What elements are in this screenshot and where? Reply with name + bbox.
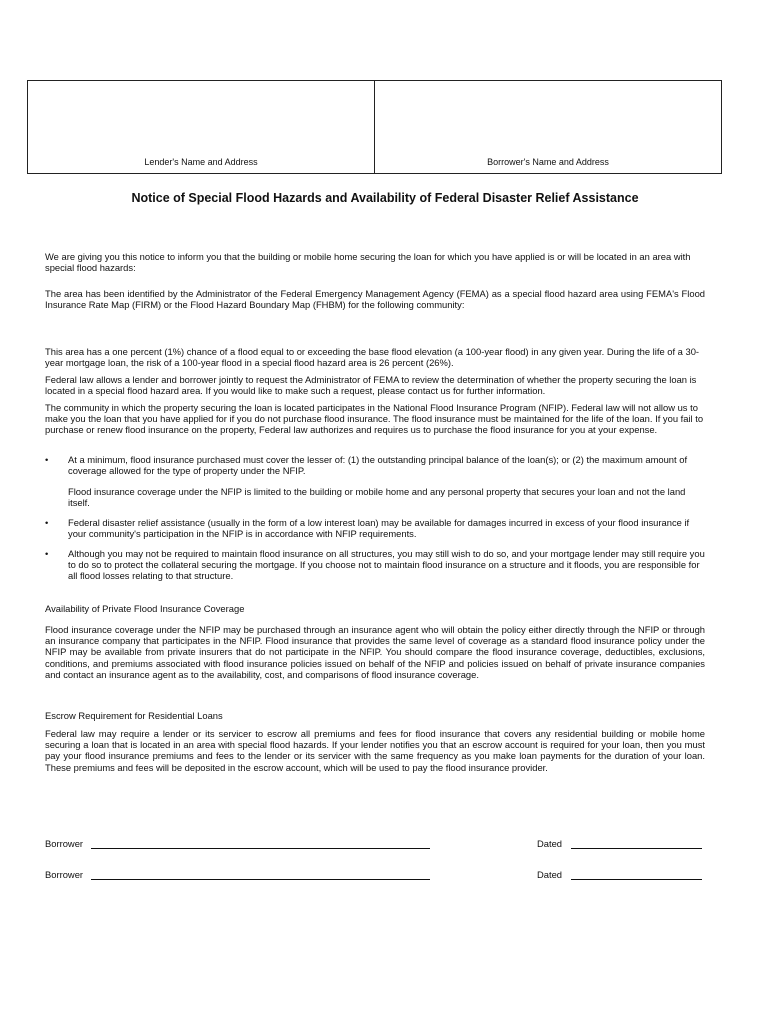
borrower-signature-label: Borrower	[45, 838, 84, 849]
chance-paragraph	[45, 346, 705, 368]
federal-law-paragraph	[45, 374, 705, 396]
private-coverage-heading: Availability of Private Flood Insurance Coverage	[45, 603, 245, 614]
community-text: The community in which the property securing the loan is located participates in the National Flood Insurance Program (NFIP). Federal law will not allow us to make you the loan that you have applied for if you do not purchase flood insurance. The flood insurance must be maintained for the life of the loan. If you fail to purchase or renew flood insurance on the property, Federal law authorizes and requires us to purchase the flood insurance for you at your expense.	[45, 402, 704, 436]
bullet-minimum-text: At a minimum, flood insurance purchased must cover the lesser of: (1) the outstanding principal balance of the loan(s); or (2) the maximum amount of coverage allowed for the type of property under the NFIP.	[68, 454, 688, 477]
bullet-relief	[45, 517, 705, 541]
address-box	[27, 80, 722, 174]
bullet-minimum-sub-text: Flood insurance coverage under the NFIP is limited to the building or mobile home and any personal property that secures your loan and not the land itself.	[68, 486, 686, 509]
dated-label: Dated	[537, 838, 563, 849]
borrower-address-field[interactable]	[375, 81, 721, 173]
bullet-optional-text: Although you may not be required to maintain flood insurance on all structures, you may still wish to do so, and your mortgage lender may still require you to do so to protect the collateral securing the mortgage. If you choose not to maintain flood insurance on a structure and it floods, you are responsible for all flood losses relating to that structure.	[68, 548, 705, 582]
escrow-text: Federal law may require a lender or its servicer to escrow all premiums and fees for flood insurance that covers any residential building or mobile home securing a loan that is located in an area with special flood hazards. If your lender notifies you that an escrow account is required for your loan, then you must pay your flood insurance premiums and fees to the lender or its servicer with the same frequency as you make loan payments for the duration of your loan. These premiums and fees will be deposited in the escrow account, which will be used to pay the flood insurance provider.	[45, 728, 705, 773]
bullet-symbol: •	[45, 454, 49, 465]
chance-text: This area has a one percent (1%) chance of a flood equal to or exceeding the base flood elevation (a 100-year flood) in any given year. During the life of a 30-year mortgage loan, the risk of a 100-year flood in a special flood hazard area is 26 percent (26%).	[45, 346, 700, 369]
escrow-heading: Escrow Requirement for Residential Loans	[45, 710, 223, 721]
bullet-minimum	[45, 454, 705, 478]
identified-text: The area has been identified by the Administrator of the Federal Emergency Management Agency (FEMA) as a special flood hazard area using FEMA's Flood Insurance Rate Map (FIRM) or the Flood Hazard Boundary Map (FHBM) for the following community:	[45, 288, 705, 311]
private-coverage-text: Flood insurance coverage under the NFIP may be purchased through an insurance agent who will obtain the policy either directly through the NFIP or through an insurance company that participates in the NFIP. Flood insurance that provides the same level of coverage as a standard flood insurance policy under the NFIP may be available from private insurers that do not participate in the NFIP. You should compare the flood insurance coverage, deductibles, exclusions, conditions, and premiums associated with flood insurance policies issued on behalf of the NFIP and policies issued on behalf of private insurance companies and contact an insurance agent as to the availability, cost, and comparisons of flood insurance coverage.	[45, 624, 705, 680]
federal-law-text: Federal law allows a lender and borrower jointly to request the Administrator of FEMA to review the determination of whether the property securing the loan is located in a special flood hazard area. If you would like to make such a request, please contact us for further information.	[45, 374, 697, 397]
lender-address-field[interactable]	[28, 81, 375, 173]
bullet-optional	[45, 548, 705, 584]
document-title: Notice of Special Flood Hazards and Availability of Federal Disaster Relief Assistance	[131, 191, 639, 205]
private-coverage-paragraph	[45, 624, 705, 680]
intro-paragraph	[45, 251, 705, 273]
dated-line[interactable]	[571, 848, 702, 849]
bullet-relief-text: Federal disaster relief assistance (usually in the form of a low interest loan) may be available for damages incurred in excess of your flood insurance if your community's participation in the NFIP is in accordance with NFIP requirements.	[68, 517, 690, 540]
intro-text: We are giving you this notice to inform you that the building or mobile home securing the loan for which you have applied is or will be located in an area with special flood hazards:	[45, 251, 691, 274]
borrower-signature-line[interactable]	[91, 879, 430, 880]
bullet-symbol: •	[45, 548, 49, 559]
borrower-signature-line[interactable]	[91, 848, 430, 849]
bullet-minimum-sub	[45, 486, 705, 510]
bullet-symbol: •	[45, 517, 49, 528]
community-paragraph	[45, 402, 705, 436]
borrower-address-label: Borrower's Name and Address	[487, 157, 609, 167]
lender-address-label: Lender's Name and Address	[144, 157, 258, 167]
identified-paragraph	[45, 288, 705, 310]
dated-label: Dated	[537, 869, 563, 880]
escrow-paragraph	[45, 728, 705, 773]
borrower-signature-label: Borrower	[45, 869, 84, 880]
dated-line[interactable]	[571, 879, 702, 880]
